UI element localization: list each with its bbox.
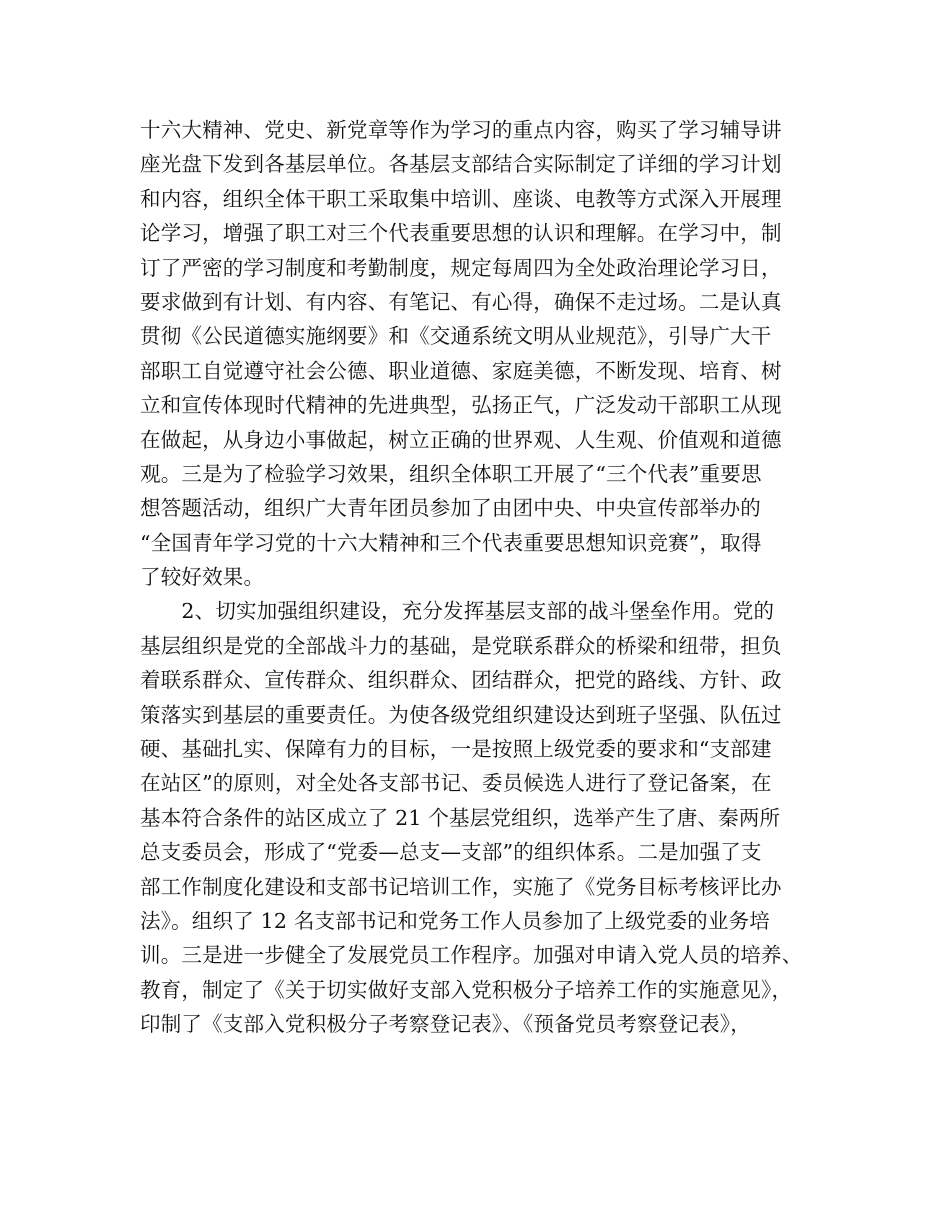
text-line: 想答题活动，组织广大青年团员参加了由团中央、中央宣传部举办的: [140, 496, 761, 521]
text-line: 基本符合条件的站区成立了 21 个基层党组织，选举产生了唐、秦两所: [140, 805, 781, 830]
text-line: 总支委员会，形成了“党委—总支—支部”的组织体系。二是加强了支: [140, 840, 762, 865]
text-line: 订了严密的学习制度和考勤制度，规定每周四为全处政治理论学习日，: [140, 255, 782, 280]
text-line: 2、切实加强组织建设，充分发挥基层支部的战斗堡垒作用。党的: [140, 599, 775, 624]
text-line: 贯彻《公民道德实施纲要》和《交通系统文明从业规范》，引导广大干: [140, 324, 772, 349]
text-line: 教育，制定了《关于切实做好支部入党积极分子培养工作的实施意见》，: [140, 977, 793, 1002]
text-line: 要求做到有计划、有内容、有笔记、有心得，确保不走过场。二是认真: [140, 289, 782, 314]
text-line: 硬、基础扎实、保障有力的目标，一是按照上级党委的要求和“支部建: [140, 737, 772, 762]
text-line: 策落实到基层的重要责任。为使各级党组织建设达到班子坚强、队伍过: [140, 702, 782, 727]
text-line: 和内容，组织全体干职工采取集中培训、座谈、电教等方式深入开展理: [140, 186, 782, 211]
text-line: 了较好效果。: [140, 565, 265, 590]
body-text: [140, 113, 830, 1042]
text-line: 印制了《支部入党积极分子考察登记表》、《预备党员考察登记表》，: [140, 1012, 751, 1037]
text-line: 部工作制度化建设和支部书记培训工作，实施了《党务目标考核评比办: [140, 874, 782, 899]
text-line: 在做起，从身边小事做起，树立正确的世界观、人生观、价值观和道德: [140, 427, 782, 452]
text-line: 立和宣传体现时代精神的先进典型，弘扬正气，广泛发动干部职工从现: [140, 393, 782, 418]
text-line: 论学习，增强了职工对三个代表重要思想的认识和理解。在学习中，制: [140, 221, 782, 246]
text-line: 部职工自觉遵守社会公德、职业道德、家庭美德，不断发现、培育、树: [140, 358, 782, 383]
text-line: 十六大精神、党史、新党章等作为学习的重点内容，购买了学习辅导讲: [140, 118, 782, 142]
text-line: 座光盘下发到各基层单位。各基层支部结合实际制定了详细的学习计划: [140, 152, 782, 177]
text-line: 着联系群众、宣传群众、组织群众、团结群众，把党的路线、方针、政: [140, 668, 782, 693]
text-line: 观。三是为了检验学习效果，组织全体职工开展了“三个代表”重要思: [140, 461, 762, 486]
text-line: 基层组织是党的全部战斗力的基础，是党联系群众的桥梁和纽带，担负: [140, 633, 782, 658]
text-line: 在站区”的原则，对全处各支部书记、委员候选人进行了登记备案，在: [140, 771, 772, 796]
text-line: 训。三是进一步健全了发展党员工作程序。加强对申请入党人员的培养、: [140, 943, 803, 968]
text-line: 法》。组织了 12 名支部书记和党务工作人员参加了上级党委的业务培: [140, 908, 770, 933]
text-line: “全国青年学习党的十六大精神和三个代表重要思想知识竞赛”，取得: [140, 530, 762, 555]
